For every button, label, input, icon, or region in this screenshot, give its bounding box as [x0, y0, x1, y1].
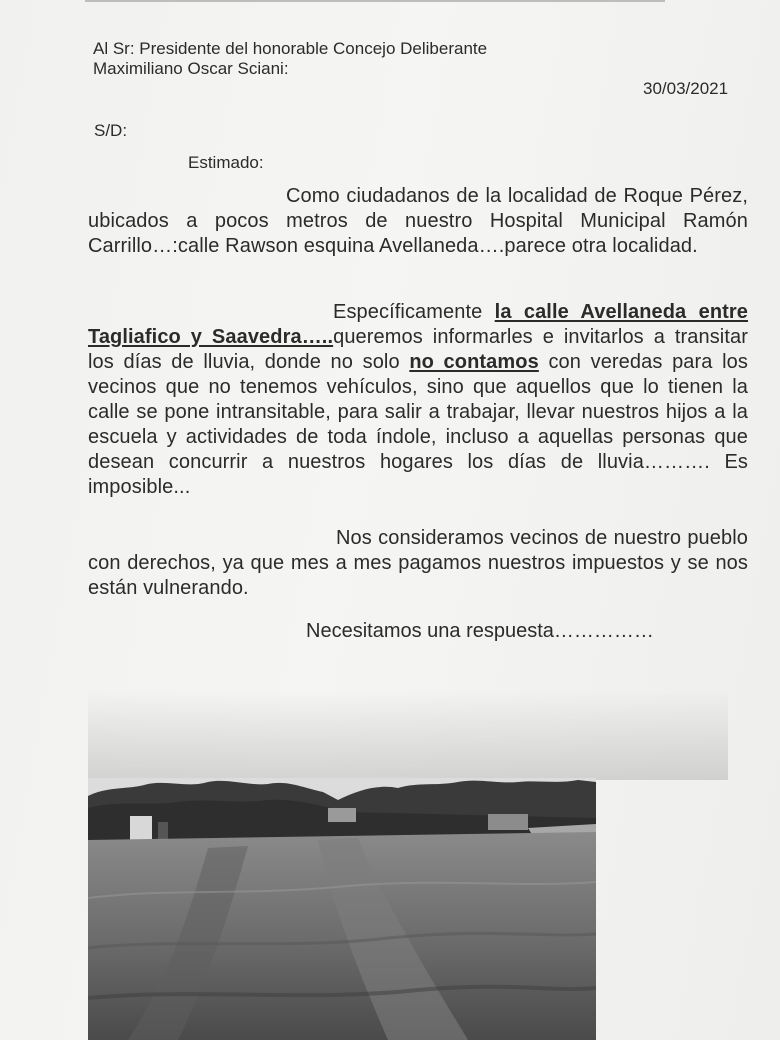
paragraph-2-start: Específicamente: [333, 301, 495, 323]
paragraph-1-text: Como ciudadanos de la localidad de Roque Pérez, ubicados a pocos metros de nuestro Hospital Municipal Ramón Carrillo…:calle Rawson esquina Avellaneda….parece otra localidad.: [88, 185, 748, 257]
paragraph-3-text: Nos consideramos vecinos de nuestro pueblo con derechos, ya que mes a mes pagamos nuestros impuestos y se nos están vulnerando.: [88, 527, 748, 599]
letter-date: 30/03/2021: [643, 79, 729, 98]
paragraph-1: [88, 184, 748, 259]
sd-label: S/D:: [94, 121, 128, 140]
print-shadow: [88, 690, 728, 780]
paragraph-2-emphasis: no contamos: [409, 351, 539, 373]
paragraph-2: [88, 300, 748, 500]
unpaved-street-photo: [88, 778, 596, 1040]
recipient-line-2: Maximiliano Oscar Sciani:: [93, 59, 289, 78]
recipient-line-1: Al Sr: Presidente del honorable Concejo Deliberante: [93, 39, 488, 58]
street-photo-image: [88, 778, 596, 1040]
closing-line: Necesitamos una respuesta……………: [306, 620, 654, 642]
paragraph-2-street-highlight: la calle Avellaneda entre Tagliafico y Saavedra…..: [88, 301, 748, 348]
greeting: Estimado:: [188, 153, 264, 172]
paragraph-3: [88, 526, 748, 601]
paragraph-2-middle: queremos informarles e invitarlos a transitar los días de lluvia, donde no solo: [88, 326, 748, 373]
paragraph-2-end: con veredas para los vecinos que no tenemos vehículos, sino que aquellos que lo tienen la calle se pone intransitable, para salir a trabajar, llevar nuestros hijos a la escuela y actividades de toda índole, incluso a aquellas personas que desean concurrir a nuestros hogares los días de lluvia………. Es imposible...: [88, 351, 748, 498]
page-edge-line: [85, 0, 665, 2]
